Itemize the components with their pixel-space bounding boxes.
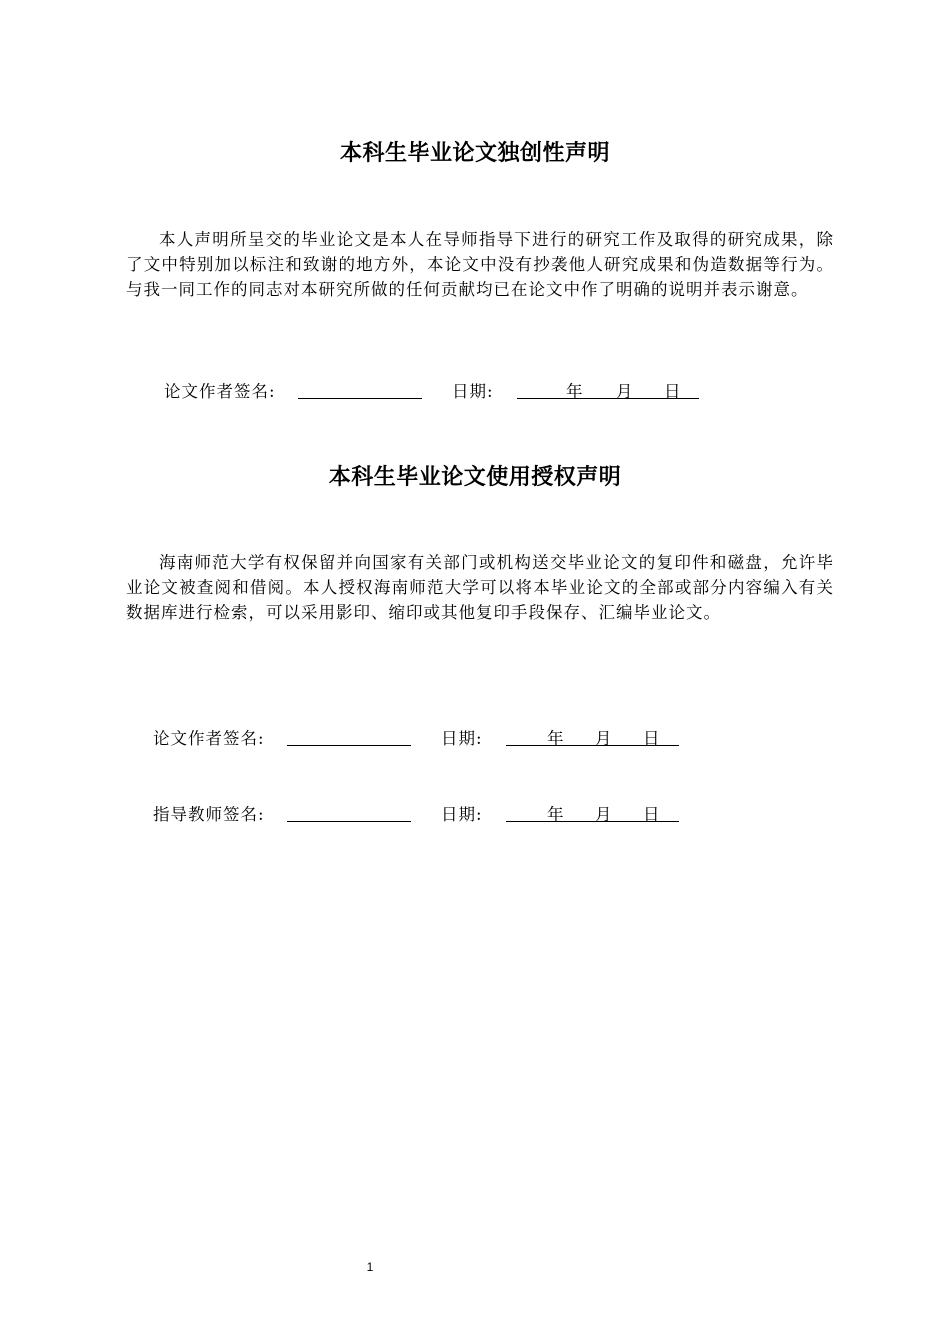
year-label: 年 [547,729,565,748]
originality-signature-row [164,378,724,404]
author-signature-line[interactable] [287,745,411,746]
page-number: 1 [366,1260,374,1274]
advisor-signature-line[interactable] [287,821,411,822]
date-label: 日期: [441,805,483,824]
day-label: 日 [643,729,661,748]
year-label: 年 [566,382,584,401]
date-label: 日期: [452,382,494,401]
year-label: 年 [547,805,565,824]
authorization-paragraph: 海南师范大学有权保留并向国家有关部门或机构送交毕业论文的复印件和磁盘，允许毕业论文被查阅和借阅。本人授权海南师范大学可以将本毕业论文的全部或部分内容编入有关数据库进行检索，可以采用影印、缩印或其他复印手段保存、汇编毕业论文。 [126,553,834,622]
day-label: 日 [664,382,682,401]
month-label: 月 [595,729,613,748]
originality-title: 本科生毕业论文独创性声明 [339,141,610,166]
authorization-author-signature-row [153,725,713,751]
month-label: 月 [616,382,634,401]
day-label: 日 [643,805,661,824]
author-signature-line[interactable] [298,398,422,399]
authorization-title: 本科生毕业论文使用授权声明 [328,465,622,490]
originality-paragraph: 本人声明所呈交的毕业论文是本人在导师指导下进行的研究工作及取得的研究成果，除了文中特别加以标注和致谢的地方外，本论文中没有抄袭他人研究成果和伪造数据等行为。与我一同工作的同志对本研究所做的任何贡献均已在论文中作了明确的说明并表示谢意。 [126,230,834,299]
advisor-signature-label: 指导教师签名: [153,805,265,824]
date-label: 日期: [441,729,483,748]
authorization-advisor-signature-row [153,801,713,827]
author-signature-label: 论文作者签名: [153,729,265,748]
author-signature-label: 论文作者签名: [164,382,276,401]
month-label: 月 [595,805,613,824]
